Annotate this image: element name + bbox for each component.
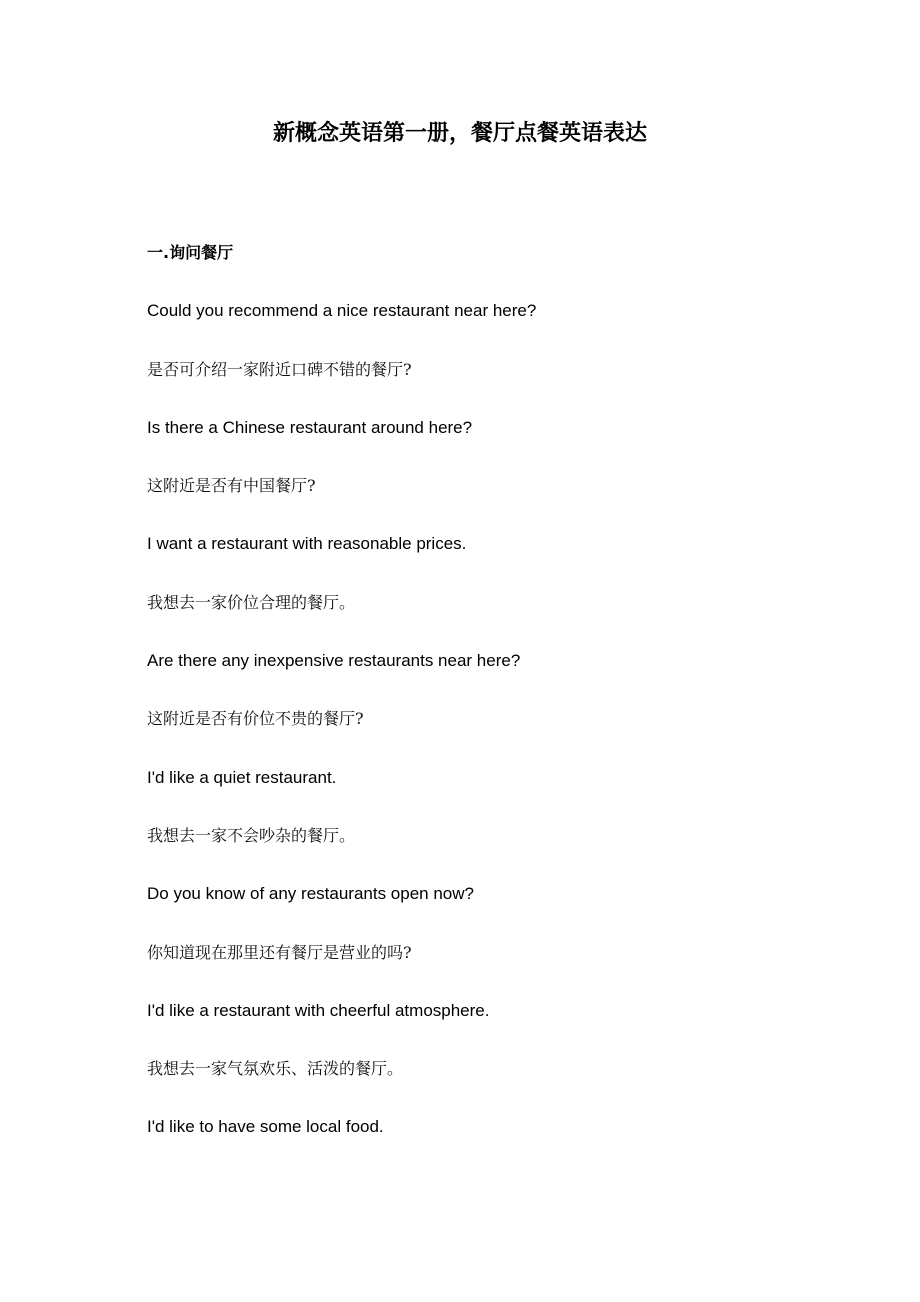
- chinese-translation: 我想去一家价位合理的餐厅。: [147, 592, 356, 612]
- english-phrase: I'd like a restaurant with cheerful atmosphere.: [147, 1000, 490, 1020]
- chinese-translation: 我想去一家气氛欢乐、活泼的餐厅。: [147, 1059, 404, 1079]
- chinese-translation: 你知道现在那里还有餐厅是营业的吗?: [147, 942, 412, 962]
- english-phrase: Do you know of any restaurants open now?: [147, 884, 474, 904]
- english-phrase: Is there a Chinese restaurant around here?: [147, 417, 473, 437]
- english-phrase: I'd like a quiet restaurant.: [147, 767, 337, 787]
- english-phrase: I want a restaurant with reasonable prices.: [147, 534, 467, 554]
- document-title: 新概念英语第一册，餐厅点餐英语表达: [272, 121, 647, 146]
- english-phrase: Could you recommend a nice restaurant near here?: [147, 301, 537, 321]
- phrase-list: [147, 282, 847, 1156]
- english-phrase: Are there any inexpensive restaurants near here?: [147, 651, 521, 671]
- section-heading: 一.询问餐厅: [147, 243, 234, 262]
- chinese-translation: 这附近是否有价位不贵的餐厅?: [147, 709, 364, 729]
- chinese-translation: 我想去一家不会吵杂的餐厅。: [147, 825, 356, 845]
- chinese-translation: 这附近是否有中国餐厅?: [147, 476, 316, 496]
- document-body: [147, 224, 847, 1157]
- chinese-translation: 是否可介绍一家附近口碑不错的餐厅?: [147, 359, 412, 379]
- english-phrase: I'd like to have some local food.: [147, 1117, 384, 1137]
